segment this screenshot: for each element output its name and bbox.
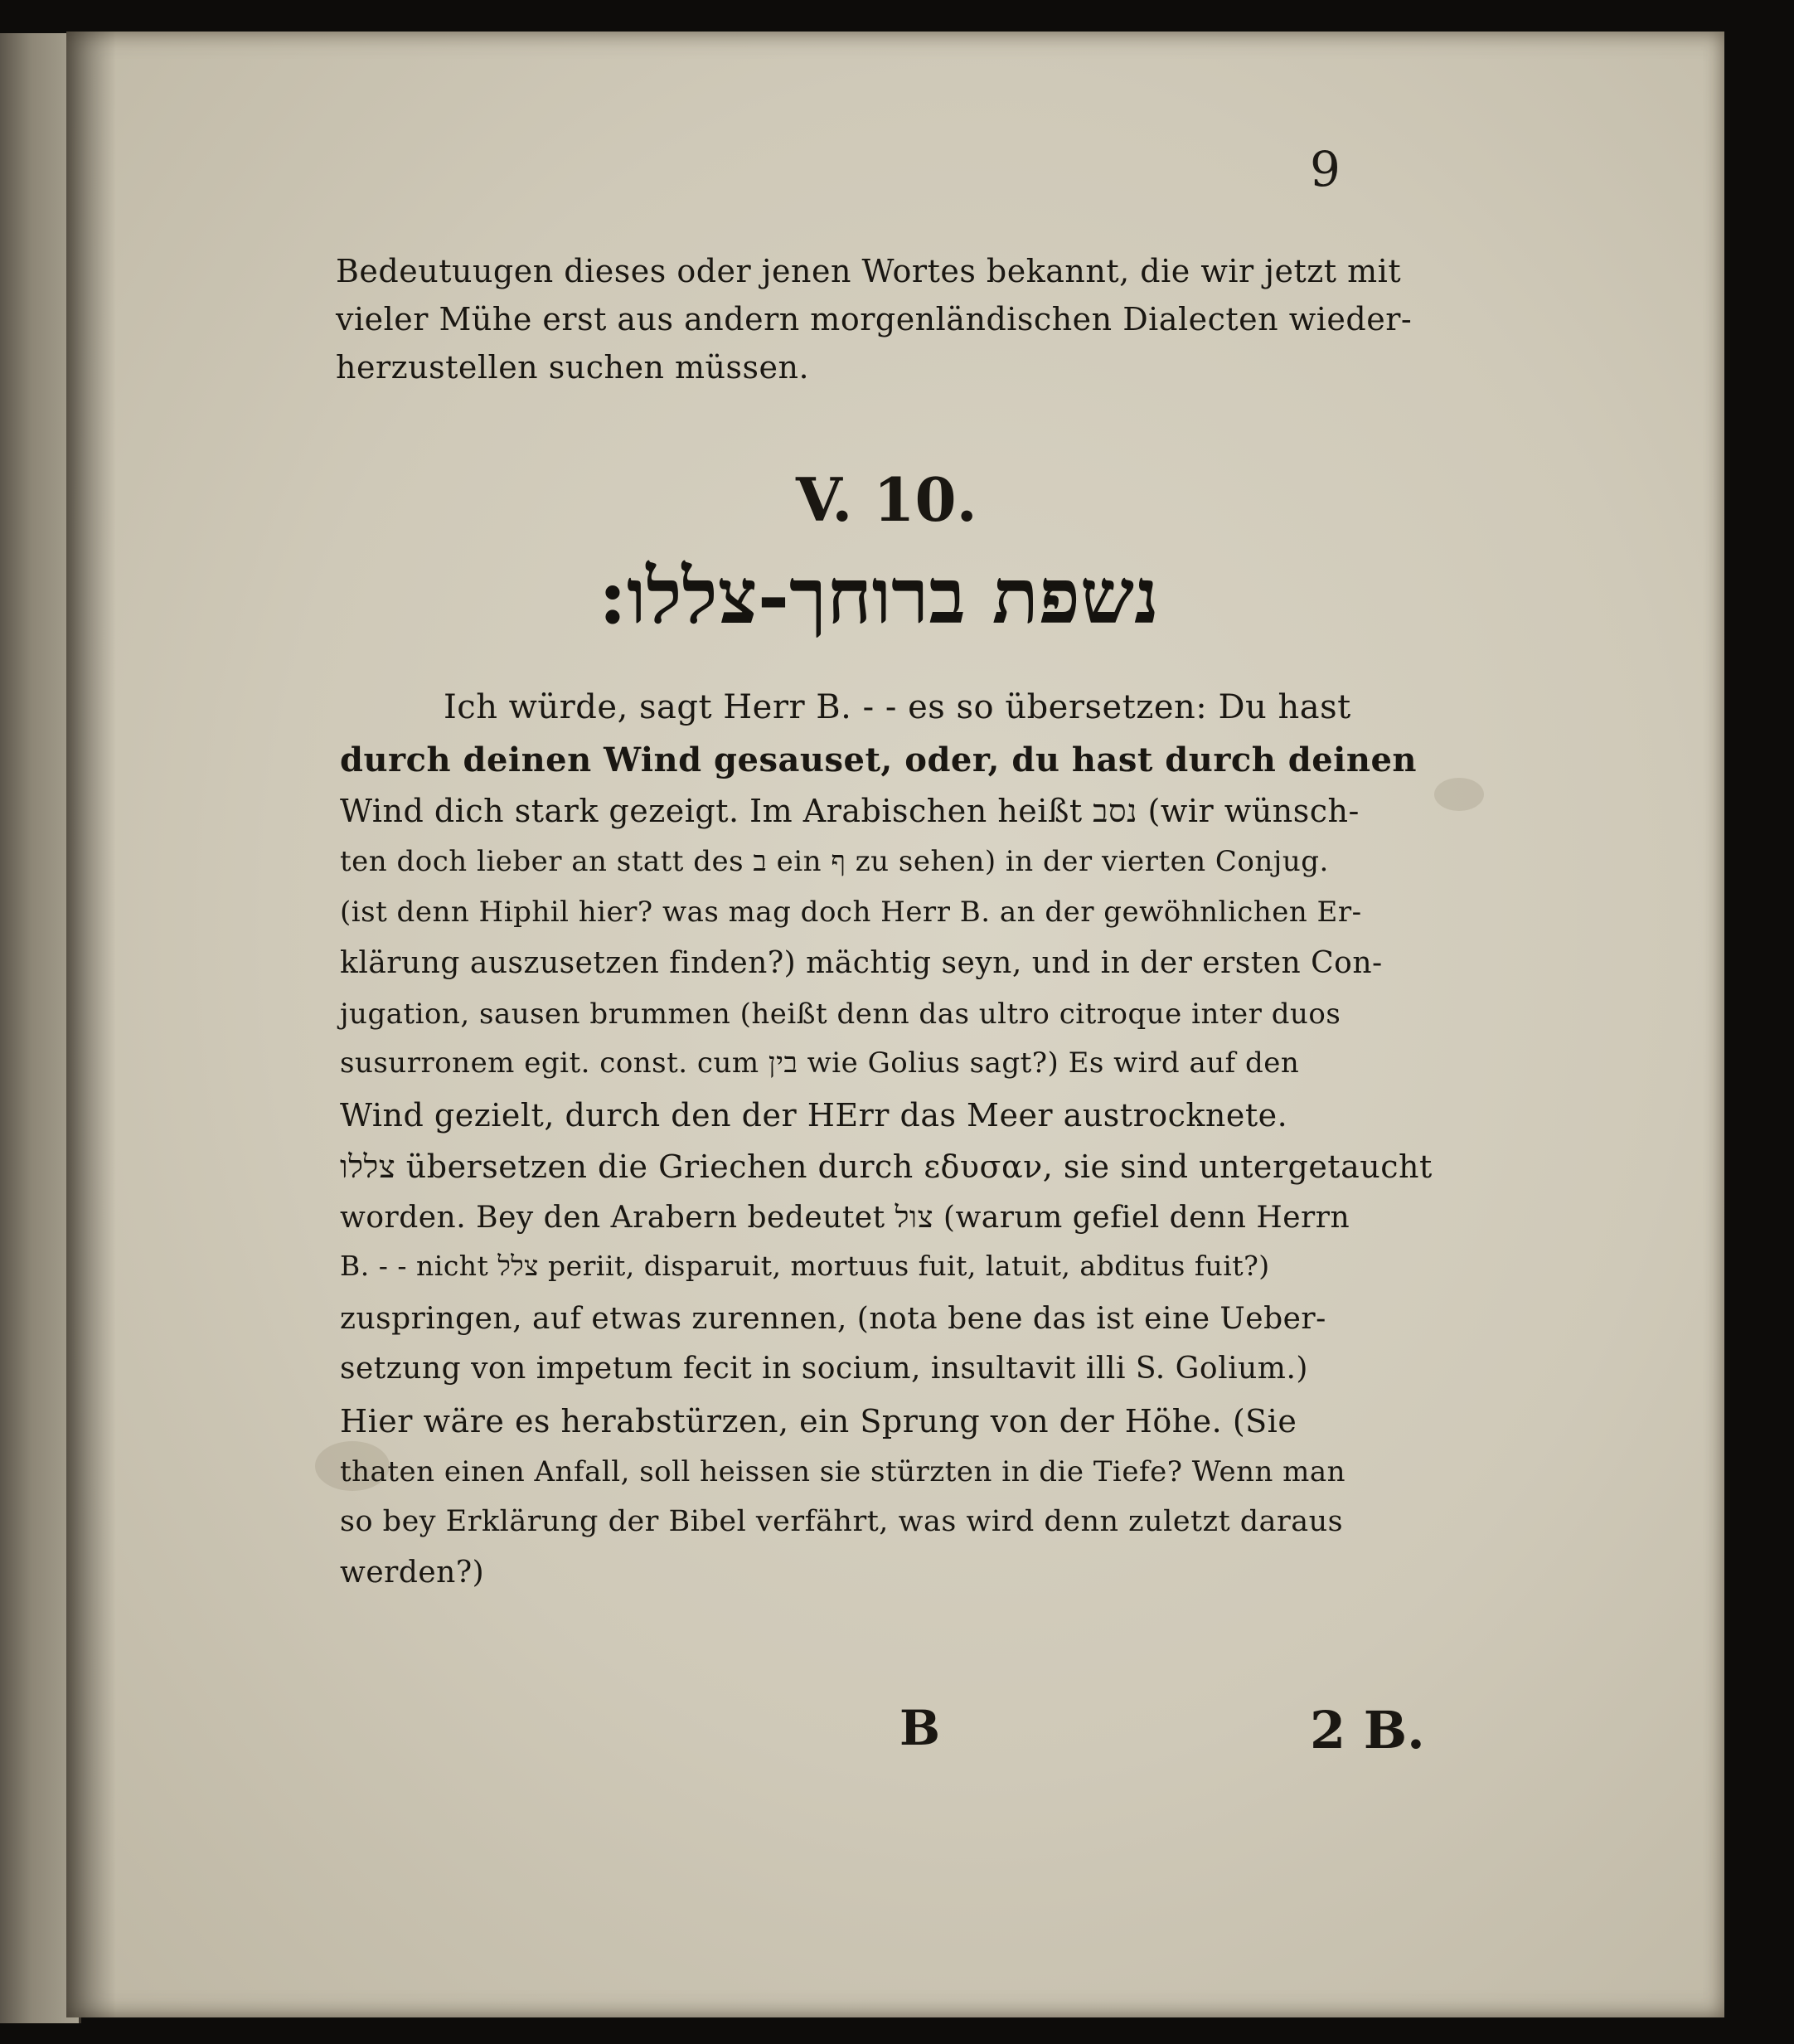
text-line: vieler Mühe erst aus andern morgenländischen Dialecten wieder- — [336, 301, 1413, 337]
text-line: setzung von impetum fecit in socium, insultavit illi S. Golium.) — [340, 1352, 1308, 1386]
text-line: ten doch lieber an statt des ב ein ף zu sehen) in der vierten Conjug. — [340, 845, 1329, 878]
text-line: so bey Erklärung der Bibel verfährt, was wird denn zuletzt daraus — [340, 1505, 1344, 1538]
text-line: צללו übersetzen die Griechen durch εδυσαν, sie sind untergetaucht — [340, 1148, 1433, 1185]
text-line: Wind gezielt, durch den der HErr das Meer austrocknete. — [340, 1097, 1288, 1134]
text-line: Bedeutuugen dieses oder jenen Wortes bekannt, die wir jetzt mit — [336, 253, 1402, 289]
text-line: jugation, sausen brummen (heißt denn das ultro citroque inter duos — [340, 998, 1341, 1031]
text-line: susurronem egit. const. cum בין wie Golius sagt?) Es wird auf den — [340, 1046, 1300, 1080]
signature-mark: B — [899, 1700, 941, 1756]
text-line: B. - - nicht צלל periit, disparuit, mortuus fuit, latuit, abditus fuit?) — [340, 1250, 1270, 1282]
hebrew-verse-heading: נשפת ברוחך-צללו: — [599, 551, 1159, 641]
page-number: 9 — [1310, 141, 1341, 197]
foxing-spot — [1434, 778, 1484, 811]
text-line: Wind dich stark gezeigt. Im Arabischen heißt נסב (wir wünsch- — [340, 793, 1360, 829]
text-line: zuspringen, auf etwas zurennen, (nota bene das ist eine Ueber- — [340, 1302, 1326, 1336]
text-line: worden. Bey den Arabern bedeutet צול (warum gefiel denn Herrn — [340, 1201, 1350, 1235]
page-gutter-shadow — [66, 32, 116, 2017]
text-line: (ist denn Hiphil hier? was mag doch Herr B. an der gewöhnlichen Er- — [340, 896, 1362, 929]
text-line: Hier wäre es herabstürzen, ein Sprung von der Höhe. (Sie — [340, 1403, 1297, 1440]
text-line: herzustellen suchen müssen. — [336, 349, 810, 386]
text-line: werden?) — [340, 1556, 485, 1590]
text-line: durch deinen Wind gesauset, oder, du hast durch deinen — [340, 740, 1417, 779]
catchword: 2 B. — [1310, 1700, 1425, 1760]
text-line: Ich würde, sagt Herr B. - - es so übersetzen: Du hast — [444, 688, 1351, 726]
section-heading: V. 10. — [796, 464, 977, 535]
text-line: klärung auszusetzen finden?) mächtig seyn, und in der ersten Con- — [340, 946, 1383, 980]
text-line: thaten einen Anfall, soll heissen sie stürzten in die Tiefe? Wenn man — [340, 1455, 1346, 1488]
